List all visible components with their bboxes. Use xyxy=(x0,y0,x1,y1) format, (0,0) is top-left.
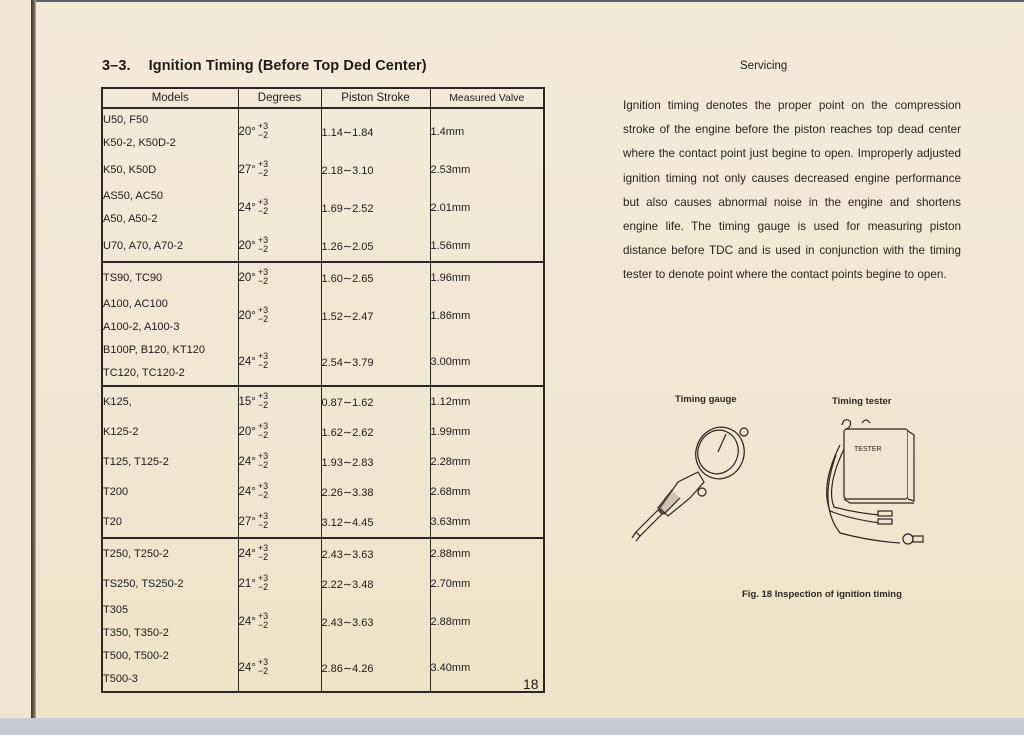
cell-models xyxy=(102,155,238,185)
cell-degrees xyxy=(238,507,321,538)
cell-models xyxy=(102,538,238,569)
tolerance-minus: −2 xyxy=(257,314,269,324)
table-header-row xyxy=(102,88,544,108)
table-row xyxy=(102,108,544,155)
cell-piston-stroke: 2.18∼3.10 xyxy=(321,155,430,185)
section-title xyxy=(102,58,427,74)
cell-piston-stroke: 3.12∼4.45 xyxy=(321,507,430,538)
cell-degrees xyxy=(238,447,321,477)
tolerance xyxy=(258,392,268,410)
degrees-value: 24° xyxy=(238,355,256,368)
cell-degrees xyxy=(238,569,321,599)
cell-measured-valve: 1.56mm xyxy=(430,231,544,262)
tolerance-minus: −2 xyxy=(257,244,269,254)
model-name: T20 xyxy=(103,515,122,528)
tolerance xyxy=(258,160,268,178)
cell-measured-valve: 1.12mm xyxy=(430,386,544,417)
table-row xyxy=(102,417,544,447)
cell-measured-valve: 3.40mm xyxy=(430,645,544,692)
tolerance xyxy=(258,422,268,440)
cell-measured-valve: 1.96mm xyxy=(430,262,544,293)
cell-measured-valve: 2.28mm xyxy=(430,447,544,477)
tolerance xyxy=(258,544,268,562)
tolerance-minus: −2 xyxy=(257,206,269,216)
degrees-value: 20° xyxy=(238,239,256,252)
cell-models xyxy=(102,293,238,339)
cell-models xyxy=(102,339,238,386)
cell-models xyxy=(102,417,238,447)
body-paragraph: Ignition timing denotes the proper point on the compression stroke of the engine before the piston reaches top dead center where the contact point just begine to open. Improperly adjusted ignition timing not only causes decreased engine performance but also causes abnormal noise in the engine and shortens engine life. The timing gauge is used for measuring piston distance before TDC and is used in conjunction with the timing tester to denote point where the contact points begine to open. xyxy=(623,99,961,282)
cell-measured-valve: 1.4mm xyxy=(430,108,544,155)
cell-models xyxy=(102,231,238,262)
tolerance xyxy=(258,236,268,254)
tolerance-minus: −2 xyxy=(257,460,269,470)
model-name: T305 xyxy=(103,604,129,616)
tolerance-minus: −2 xyxy=(257,168,269,178)
tolerance xyxy=(258,352,268,370)
tolerance-plus: +3 xyxy=(257,421,269,431)
degrees-value: 20° xyxy=(238,425,256,438)
tolerance-minus: −2 xyxy=(257,666,269,676)
tolerance-plus: +3 xyxy=(257,197,269,207)
tolerance xyxy=(258,306,268,324)
table-row xyxy=(102,569,544,599)
cell-measured-valve: 2.70mm xyxy=(430,569,544,599)
model-name: TC120, TC120-2 xyxy=(103,367,185,379)
tolerance-plus: +3 xyxy=(257,573,269,583)
cell-measured-valve: 3.00mm xyxy=(430,339,544,386)
tolerance xyxy=(258,658,268,676)
model-name: U70, A70, A70-2 xyxy=(103,239,184,252)
tolerance-minus: −2 xyxy=(257,520,269,530)
model-name: A100, AC100 xyxy=(103,298,168,310)
cell-models xyxy=(102,645,238,692)
cell-degrees xyxy=(238,155,321,185)
cell-piston-stroke: 2.54∼3.79 xyxy=(321,339,430,386)
facing-page-edge xyxy=(0,0,34,718)
table-row xyxy=(102,599,544,645)
cell-degrees xyxy=(238,185,321,231)
degrees-value: 24° xyxy=(238,547,256,560)
degrees-value: 21° xyxy=(238,577,256,590)
tolerance-plus: +3 xyxy=(257,159,269,169)
table-row xyxy=(102,185,544,231)
cell-degrees xyxy=(238,417,321,447)
table-row xyxy=(102,339,544,386)
tolerance-minus: −2 xyxy=(257,620,269,630)
model-name: A100-2, A100-3 xyxy=(103,321,180,333)
timing-gauge-illustration xyxy=(620,420,760,550)
cell-piston-stroke: 1.52∼2.47 xyxy=(321,293,430,339)
tolerance xyxy=(258,198,268,216)
model-name: T350, T350-2 xyxy=(103,627,169,639)
cell-piston-stroke: 2.43∼3.63 xyxy=(321,599,430,645)
cell-degrees xyxy=(238,108,321,155)
tolerance-plus: +3 xyxy=(257,543,269,553)
section-title-text: Ignition Timing (Before Top Ded Center) xyxy=(148,58,427,74)
tolerance-minus: −2 xyxy=(257,430,269,440)
timing-tester-icon xyxy=(827,420,923,544)
header-models: Models xyxy=(102,88,238,108)
tolerance-plus: +3 xyxy=(257,351,269,361)
tolerance-minus: −2 xyxy=(257,360,269,370)
cell-piston-stroke: 1.69∼2.52 xyxy=(321,185,430,231)
cell-degrees xyxy=(238,386,321,417)
cell-measured-valve: 2.01mm xyxy=(430,185,544,231)
cell-measured-valve: 2.88mm xyxy=(430,538,544,569)
table-row xyxy=(102,262,544,293)
tolerance xyxy=(258,268,268,286)
model-name: T500, T500-2 xyxy=(103,650,169,662)
model-name: T200 xyxy=(103,485,129,498)
model-name: TS90, TC90 xyxy=(103,271,163,284)
tolerance-minus: −2 xyxy=(257,276,269,286)
model-name: T250, T250-2 xyxy=(103,547,169,560)
tolerance xyxy=(258,512,268,530)
tolerance-plus: +3 xyxy=(257,451,269,461)
cell-models xyxy=(102,185,238,231)
cell-measured-valve: 3.63mm xyxy=(430,507,544,538)
cell-piston-stroke: 1.62∼2.62 xyxy=(321,417,430,447)
degrees-value: 24° xyxy=(238,201,256,214)
table-row xyxy=(102,507,544,538)
table-row xyxy=(102,477,544,507)
timing-gauge-icon xyxy=(632,420,751,541)
ignition-timing-table xyxy=(101,87,545,693)
label-timing-tester: Timing tester xyxy=(832,396,892,407)
table-row xyxy=(102,447,544,477)
model-name: K50-2, K50D-2 xyxy=(103,137,176,149)
cell-degrees xyxy=(238,262,321,293)
cell-degrees xyxy=(238,231,321,262)
table-row xyxy=(102,538,544,569)
table-row xyxy=(102,386,544,417)
model-name: K125, xyxy=(103,395,132,408)
tolerance-plus: +3 xyxy=(257,235,269,245)
tolerance-plus: +3 xyxy=(257,305,269,315)
cell-models xyxy=(102,599,238,645)
cell-piston-stroke: 1.26∼2.05 xyxy=(321,231,430,262)
page-number: 18 xyxy=(523,676,539,692)
model-name: U50, F50 xyxy=(103,114,149,126)
cell-degrees xyxy=(238,538,321,569)
section-number: 3–3. xyxy=(102,58,131,74)
tolerance xyxy=(258,574,268,592)
page-header-servicing: Servicing xyxy=(740,60,788,72)
table-row xyxy=(102,231,544,262)
cell-models xyxy=(102,477,238,507)
tester-plate-text: TESTER xyxy=(854,446,882,453)
tolerance-plus: +3 xyxy=(257,391,269,401)
model-name: AS50, AC50 xyxy=(103,190,163,202)
degrees-value: 27° xyxy=(238,163,256,176)
cell-models xyxy=(102,507,238,538)
cell-measured-valve: 2.88mm xyxy=(430,599,544,645)
model-name: A50, A50-2 xyxy=(103,213,158,225)
cell-models xyxy=(102,447,238,477)
table-row xyxy=(102,645,544,692)
cell-degrees xyxy=(238,293,321,339)
degrees-value: 24° xyxy=(238,661,256,674)
cell-measured-valve: 2.53mm xyxy=(430,155,544,185)
cell-models xyxy=(102,262,238,293)
table-row xyxy=(102,293,544,339)
cell-piston-stroke: 1.60∼2.65 xyxy=(321,262,430,293)
cell-piston-stroke: 2.43∼3.63 xyxy=(321,538,430,569)
cell-degrees xyxy=(238,645,321,692)
degrees-value: 24° xyxy=(238,615,256,628)
cell-piston-stroke: 1.93∼2.83 xyxy=(321,447,430,477)
tolerance-minus: −2 xyxy=(257,400,269,410)
model-name: K50, K50D xyxy=(103,163,157,176)
cell-measured-valve: 2.68mm xyxy=(430,477,544,507)
cell-measured-valve: 1.86mm xyxy=(430,293,544,339)
tolerance-plus: +3 xyxy=(257,481,269,491)
cell-measured-valve: 1.99mm xyxy=(430,417,544,447)
cell-degrees xyxy=(238,477,321,507)
tolerance-plus: +3 xyxy=(257,267,269,277)
tolerance xyxy=(258,482,268,500)
model-name: T125, T125-2 xyxy=(103,455,169,468)
degrees-value: 20° xyxy=(238,271,256,284)
cell-models xyxy=(102,108,238,155)
tolerance-plus: +3 xyxy=(257,611,269,621)
tolerance-plus: +3 xyxy=(257,121,269,131)
tolerance-minus: −2 xyxy=(257,130,269,140)
tolerance xyxy=(258,612,268,630)
degrees-value: 20° xyxy=(238,309,256,322)
model-name: K125-2 xyxy=(103,425,139,438)
header-degrees: Degrees xyxy=(238,88,321,108)
tolerance-plus: +3 xyxy=(257,657,269,667)
cell-piston-stroke: 2.22∼3.48 xyxy=(321,569,430,599)
model-name: B100P, B120, KT120 xyxy=(103,344,205,356)
model-name: TS250, TS250-2 xyxy=(103,577,184,590)
tolerance-plus: +3 xyxy=(257,511,269,521)
model-name: T500-3 xyxy=(103,673,138,685)
cell-degrees xyxy=(238,599,321,645)
cell-piston-stroke: 0.87∼1.62 xyxy=(321,386,430,417)
table-row xyxy=(102,155,544,185)
label-timing-gauge: Timing gauge xyxy=(675,394,737,405)
header-piston-stroke: Piston Stroke xyxy=(321,88,430,108)
tolerance xyxy=(258,452,268,470)
timing-tester-illustration xyxy=(810,415,940,555)
header-measured-valve: Measured Valve xyxy=(430,88,544,108)
tolerance xyxy=(258,122,268,140)
cell-models xyxy=(102,569,238,599)
figure-caption: Fig. 18 Inspection of ignition timing xyxy=(742,589,902,600)
cell-degrees xyxy=(238,339,321,386)
tolerance-minus: −2 xyxy=(257,552,269,562)
cell-piston-stroke: 2.26∼3.38 xyxy=(321,477,430,507)
scan-bottom-edge xyxy=(0,718,1024,735)
degrees-value: 20° xyxy=(238,125,256,138)
degrees-value: 24° xyxy=(238,455,256,468)
tolerance-minus: −2 xyxy=(257,582,269,592)
degrees-value: 15° xyxy=(238,395,256,408)
degrees-value: 27° xyxy=(238,515,256,528)
cell-piston-stroke: 1.14∼1.84 xyxy=(321,108,430,155)
tolerance-minus: −2 xyxy=(257,490,269,500)
cell-models xyxy=(102,386,238,417)
degrees-value: 24° xyxy=(238,485,256,498)
cell-piston-stroke: 2.86∼4.26 xyxy=(321,645,430,692)
